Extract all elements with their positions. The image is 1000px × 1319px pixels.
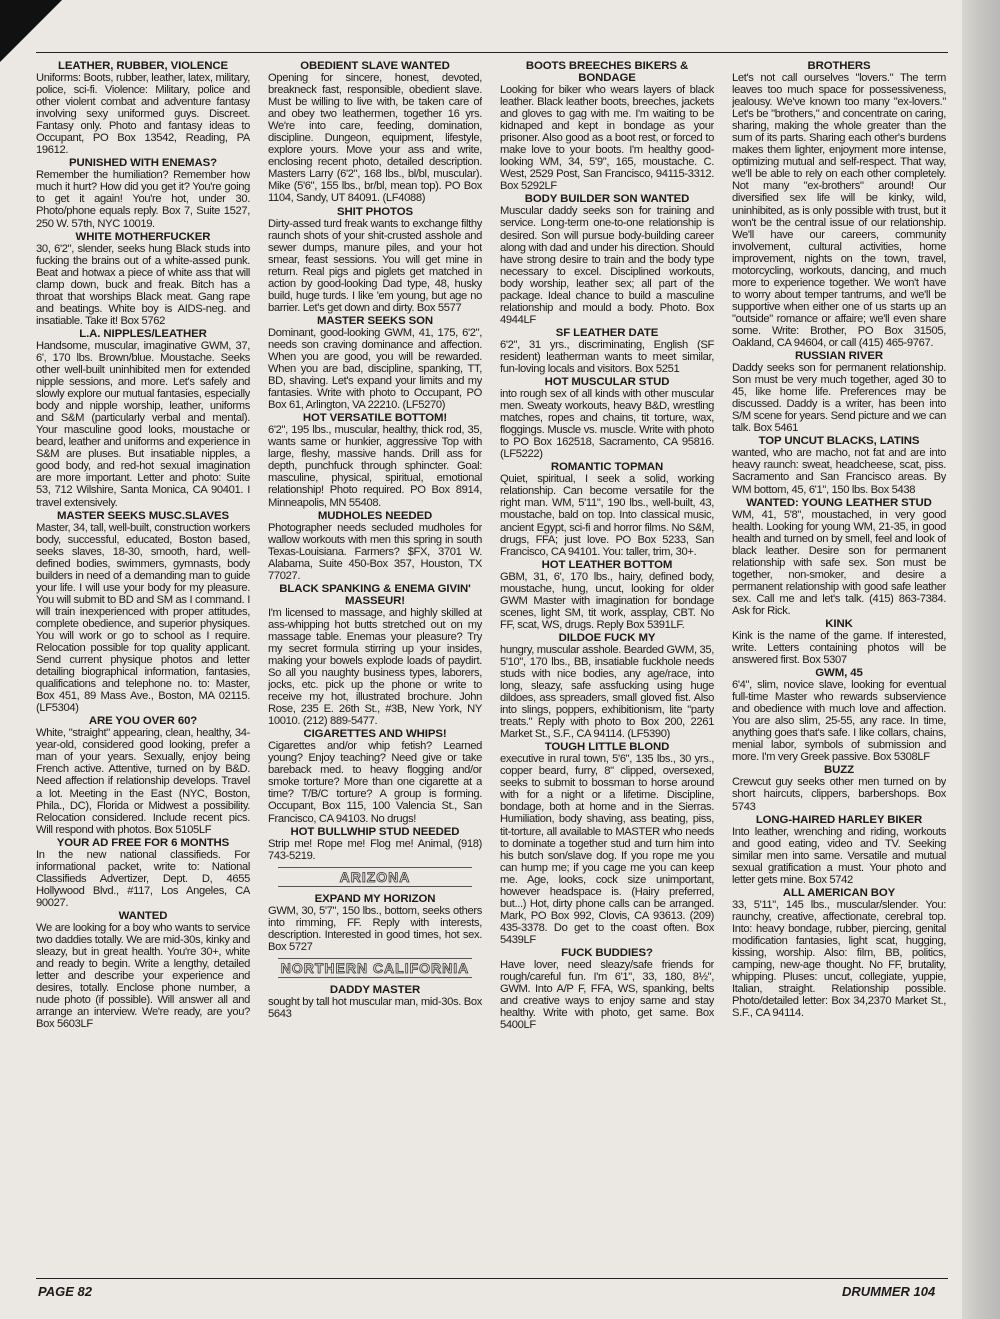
classified-ad (268, 583, 482, 727)
ad-title: WANTED: YOUNG LEATHER STUD (746, 496, 932, 509)
classified-ad (732, 887, 946, 1019)
classified-ad (36, 510, 250, 715)
classified-ad (732, 350, 946, 434)
ad-title: ROMANTIC TOPMAN (550, 461, 664, 474)
ad-title: YOUR AD FREE FOR 6 MONTHS (56, 836, 230, 849)
classified-ad (36, 910, 250, 1030)
ad-title: HOT LEATHER BOTTOM (541, 558, 673, 571)
ad-body: We are looking for a boy who wants to service two daddies totally. We are mid-30s, kinky and sleazy, but in great health. You're 30+, white and ready to begin. Write a lengthy, detailed letter and describe your experience and desires, totally. Enclose phone number, a nude photo (if possible). Will answer all and arrange an interview. We're ready, are you? Box 5603LF (36, 921, 250, 1031)
ad-body: Looking for biker who wears layers of black leather. Black leather boots, breeches, jackets and gloves to gag with me. I'm waiting to be kidnaped and kept in bondage as your prisoner. Also good as a boot rest, or forced to make love to your boots. I'm healthy good-looking WM, 34, 5'9", 165, moustache. C. West, 2529 Post, San Francisco, 94115-3312. Box 5292LF (500, 84, 714, 193)
ad-body: 33, 5'11", 145 lbs., muscular/slender. You: raunchy, creative, affectionate, cerebral top. Into: heavy bondage, rubber, piercing, genital modification fantasies, light scat, hugging, kissing, worship. Also: film, BB, politics, camping, new-age thought. No FF, brutality, whipping. Pluses: uncut, collegiate, yuppie, Italian, straight. Relationship possible. Photo/detailed letter: Box 34,2370 Market St., S.F., CA 94114. (732, 898, 946, 1020)
column-3 (500, 60, 714, 1276)
ad-title: BUZZ (824, 764, 854, 777)
ad-title: TOUGH LITTLE BLOND (544, 741, 670, 754)
ad-body: Daddy seeks son for permanent relationship. Son must be very much together, aged 30 to 45, like home life. Preferences may be discussed. Daddy is a writer, has been into S/M scene for years. Send picture and we can talk. Box 5461 (732, 362, 946, 435)
ad-body: Strip me! Rope me! Flog me! Animal, (918) 743-5219. (268, 837, 482, 862)
ad-title: BODY BUILDER SON WANTED (524, 193, 690, 206)
classified-ad (732, 764, 946, 812)
ad-body: Crewcut guy seeks other men turned on by short haircuts, clippers, barbershops. Box 5743 (732, 776, 946, 813)
ad-title: SHIT PHOTOS (337, 205, 413, 218)
classified-ad (500, 193, 714, 325)
ad-title: FUCK BUDDIES? (561, 947, 653, 959)
classified-ad (268, 728, 482, 824)
ad-title: WHITE MOTHERFUCKER (75, 230, 211, 243)
ad-body: Cigarettes and/or whip fetish? Learned young? Enjoy teaching? Need give or take bareback med. to heavy flogging and/or smoke torture? More than one cigarette at a time? T/B/C torture? A group is forming. Occupant, Box 115, 100 Valencia St., San Francisco, CA 94103. No drugs! (268, 740, 482, 825)
classified-ad (268, 826, 482, 862)
column-4 (732, 60, 946, 1276)
page-number: PAGE 82 (38, 1284, 92, 1299)
ad-body: I'm licensed to massage, and highly skilled at ass-whipping hot butts stretched out on my massage table. Enemas your pleasure? Try my secret formula stirring up your insides, making your bowels explode loads of paydirt. So all you naughty business types, laborers, jocks, etc. pick up the phone or write to receive my hot, illustrated brochure. John Rose, 235 E. 26th St., #3B, New York, NY 10010. (212) 889-5477. (268, 606, 482, 728)
ad-title: DADDY MASTER (329, 983, 421, 996)
classified-ad (500, 461, 714, 557)
classified-ad (36, 837, 250, 909)
ad-body: Uniforms: Boots, rubber, leather, latex, military, police, sci-fi. Violence: Military, police and other violent combat and adventure fantasy involving sexy uniformed guys. Discreet. Fantasy only. Photo and fantasy ideas to Occupant, PO Box 13542, Reading, PA 19612. (36, 72, 250, 157)
ad-body: 6'2", 31 yrs., discriminating, English (SF resident) leatherman wants to meet similar, fun-loving locals and visitors. Box 5251 (500, 338, 714, 375)
classified-ad (500, 376, 714, 460)
classified-ad (268, 412, 482, 508)
ad-body: In the new national classifieds. For informational packet, write to: National Classifieds Advertizer, Dept. D, 4655 Hollywood Blvd., #117, Los Angeles, CA 90027. (36, 848, 250, 909)
classified-ad (500, 60, 714, 192)
ad-title: MUDHOLES NEEDED (317, 509, 433, 522)
ad-title: DILDOE FUCK MY (558, 631, 656, 644)
classified-ad (732, 814, 946, 886)
ad-title: MASTER SEEKS MUSC.SLAVES (56, 509, 230, 522)
classified-ad (500, 947, 714, 1031)
column-2 (268, 60, 482, 1276)
ad-title: TOP UNCUT BLACKS, LATINS (758, 435, 920, 448)
classified-ad (36, 60, 250, 156)
ad-title: BOOTS BREECHES BIKERS & BONDAGE (525, 60, 689, 84)
ad-title: LEATHER, RUBBER, VIOLENCE (57, 60, 229, 72)
ad-body: Handsome, muscular, imaginative GWM, 37, 6', 170 lbs. Brown/blue. Moustache. Seeks other well-built uninhibited men for extended nipple sessions, and more. Let's safely and slowly explore our mutual fantasies, especially body and nipple worship, leather, uniforms and S&M (particularly verbal and mental). Your masculine good looks, moustache or beard, leather and uniforms and experience in S&M are pluses. But insatiable nipples, a good body, and red-hot sexual imagination are more important. Letter and photo: Suite 53, 712 Wilshire, Santa Monica, CA 90401. I travel extensively. (36, 339, 250, 509)
ad-body: Dominant, good-looking GWM, 41, 175, 6'2", needs son craving dominance and affection. When you are good, you will be rewarded. When you are bad, discipline, spanking, TT, BD, shaving. Let's expand your limits and my fantasies. Write with photo to Occupant, PO Box 61, Arlington, VA 22210. (LF5270) (268, 326, 482, 412)
ad-title: BROTHERS (807, 60, 871, 72)
ad-title: RUSSIAN RIVER (795, 350, 883, 363)
ad-title: KINK (825, 617, 853, 630)
ad-title: BLACK SPANKING & ENEMA GIVIN' MASSEUR! (279, 582, 471, 607)
classified-ad (732, 497, 946, 617)
ad-title: PUNISHED WITH ENEMAS? (69, 157, 217, 170)
ad-body: WM, 41, 5'8", moustached, in very good health. Looking for young WM, 21-35, in good health and turned on by smell, feel and look of black leather. Desire son for permanent relationship with safe sex. Son must be together, non-smoker, and desire a permanent relationship with good safe leather sex. Call me and let's talk. (415) 863-7384. Ask for Rick. (732, 508, 946, 617)
classified-ad (268, 60, 482, 205)
ad-title: LONG-HAIRED HARLEY BIKER (755, 813, 923, 826)
classifieds-columns (36, 60, 948, 1276)
classified-ad (500, 559, 714, 631)
ad-body: Kink is the name of the game. If interested, write. Letters containing photos will be answered first. Box 5307 (732, 629, 946, 667)
ad-body: White, "straight" appearing, clean, healthy, 34-year-old, considered good looking, prefer a man of your years. Sexually, enjoy being French active. Attentive, turned on by B&D. Need affection if relationship develops. Travel a lot. Meeting in the East (NYC, Boston, Phila., DC), Florida or Midwest a possibility. Relocation considered. Include recent pics. Will respond with photos. Box 5105LF (36, 727, 250, 836)
ad-title: CIGARETTES AND WHIPS! (303, 728, 447, 741)
issue-label: DRUMMER 104 (842, 1284, 936, 1299)
classified-ad (268, 893, 482, 953)
ad-body: GWM, 30, 5'7", 150 lbs., bottom, seeks others into rimming, FF. Reply with interests, description. Interested in good times, hot sex. Box 5727 (268, 904, 482, 953)
ad-body: into rough sex of all kinds with other muscular men. Sweaty workouts, heavy B&D, wrestling matches, ropes and chains, tit torture, wax, floggings. Muscle vs. muscle. Write with photo to PO Box 162518, Sacramento, CA 95816. (LF5222) (500, 388, 714, 461)
region-heading: NORTHERN CALIFORNIA (278, 958, 472, 978)
ad-body: 6'2", 195 lbs., muscular, healthy, thick rod, 35, wants same or hunkier, aggressive Top with large, fleshy, massive hands. Drill ass for depth, punchfuck through sphincter. Goal: masculine, physical, spiritual, emotional relationship! Photo required. PO Box 8914, Minneapolis, MN 55408. (268, 424, 482, 509)
ad-body: GBM, 31, 6', 170 lbs., hairy, defined body, moustache, hung, uncut, looking for older GWM Master with imagination for bondage scenes, light SM, tit work, assplay, CBT. No FF, scat, WS, drugs. Reply Box 5391LF. (500, 570, 714, 631)
ad-body: 6'4", slim, novice slave, looking for eventual full-time Master who rewards subservience and obedience with much love and affection. You are also slim, 25-55, any race. In time, anything goes that's safe. I like collars, chains, menial labor, symbols of submission and more. I'm very Greek passive. Box 5308LF (732, 679, 946, 764)
ad-body: Remember the humiliation? Remember how much it hurt? How did you get it? You're going to get it again! You're hot, under 30. Photo/phone equals reply. Box 7, Suite 1527, 250 W. 57th, NYC 10019. (36, 169, 250, 230)
ad-body: Into leather, wrenching and riding, workouts and good eating, video and TV. Seeking similar men into same. Versatile and mutual sexual gratification a must. Your photo and letter gets mine. Box 5742 (732, 825, 946, 886)
classified-ad (268, 510, 482, 582)
ad-body: executive in rural town, 5'6", 135 lbs., 30 yrs., copper beard, furry, 8" clipped, oversexed, seeks to submit to bossman to horse around with for a night or a lifetime. Discipline, bondage, both at home and in the Sierras. Humiliation, body shaving, ass beating, piss, tit-torture, all available to MASTER who needs to dominate a together stud and turn him into his butch son/slave dog. If you rope me you can hump me; if you cage me you can keep me. Age, looks, cock size unimportant, however headspace is. (Hairy preferred, but...) Hot, dirty phone calls can be arranged. Mark, PO Box 992, Clovis, CA 93613. (209) 435-3378. Do get to the coast often. Box 5439LF (500, 753, 714, 946)
ad-body: sought by tall hot muscular man, mid-30s. Box 5643 (268, 995, 482, 1020)
ad-body: Master, 34, tall, well-built, construction workers body, successful, educated, Boston based, seeks slaves, 18-30, smooth, hard, well-defined bodies, swimmers, gymnasts, body builders in need of a demanding man to guide your life. I will use your body for my pleasure. You will submit to BD and SM as I command. I will train inexperienced with proper attitudes, complete obedience, and superior physiques. You will work or go to school as I require. Relocation possible for top quality applicant. Send current physique photos and letter detailing biographical information, fantasies, qualifications and telephone no. to: Master, Box 451, 89 Mass Ave., Boston, MA 02115. (LF5304) (36, 521, 250, 715)
classified-ad (36, 715, 250, 835)
classified-ad (500, 632, 714, 740)
top-rule (36, 52, 948, 53)
ad-title: L.A. NIPPLES/LEATHER (79, 327, 207, 340)
ad-body: hungry, muscular asshole. Bearded GWM, 35, 5'10", 170 lbs., BB, insatiable fuckhole needs studs with nice bodies, any age/race, into long, sleazy, safe assfucking using huge dildoes, ass spreaders, small gloved fist. Also into slings, poppers, exhibitionism, lite "party treats." Reply with photo to Box 200, 2261 Market St., S.F., CA 94114. (LF5390) (500, 643, 714, 741)
ad-title: EXPAND MY HORIZON (314, 892, 436, 905)
bottom-rule (36, 1278, 948, 1279)
ad-title: MASTER SEEKS SON (316, 314, 434, 327)
ad-title: GWM, 45 (815, 667, 863, 680)
classified-ad (36, 157, 250, 229)
classified-ad (268, 984, 482, 1020)
classified-ad (732, 60, 946, 349)
ad-body: Photographer needs secluded mudholes for wallow workouts with men this spring in south Texas-Louisiana. Farmers? $FX, 3701 W. Alabama, Suite 450-Box 357, Houston, TX 77027. (268, 521, 482, 582)
ad-title: OBEDIENT SLAVE WANTED (300, 60, 450, 72)
ad-body: Muscular daddy seeks son for training and service. Long-term one-to-one relationship is desired. Son will pursue body-building career along with dad and under his direction. Should have strong desire to train and the body type necessary to excel. Disciplined workouts, body worship, leather sex; all part of the package. Ideal chance to build a masculine relationship and mould a body. Photo. Box 4944LF (500, 205, 714, 326)
ad-body: 30, 6'2", slender, seeks hung Black studs into fucking the brains out of a white-assed punk. Beat and hotwax a piece of white ass that will clamp down, buck and freak. Bitch has a throat that worships Black meat. Gang rape and beatings. White boy is AIDS-neg. and insatiable. Take it! Box 5762 (36, 242, 250, 327)
column-1 (36, 60, 250, 1276)
ad-body: wanted, who are macho, not fat and are into heavy raunch: sweat, headcheese, scat, piss. Sacramento and San Francisco areas. By WM bottom, 45, 6'1", 150 lbs. Box 5438 (732, 447, 946, 496)
ad-body: Have lover, need sleazy/safe friends for rough/careful fun. I'm 6'1", 33, 180, 8½", GWM. Into A/P F, FFA, WS, spanking, belts and creative ways to enjoy same and stay healthy. Write with photo, get same. Box 5400LF (500, 959, 714, 1032)
ad-body: Quiet, spiritual, I seek a solid, working relationship. Can become versatile for the right man. WM, 5'11", 190 lbs., well-built, 43, moustache, bald on top. Into classical music, ancient Egypt, sci-fi and horror films. No S&M, drugs, FFA; just love. PO Box 5233, San Francisco, CA 94101. You: taller, trim, 30+. (500, 473, 714, 558)
ad-title: ARE YOU OVER 60? (88, 715, 198, 728)
classified-ad (36, 231, 250, 327)
ad-body: Let's not call ourselves "lovers." The term leaves too much space for possessiveness, jealousy. We've known too many "ex-lovers." Let's be "brothers," and concentrate on caring, sharing, making the whole greater than the sum of its parts. Sharing each other's burdens makes them lighter, enjoyment more intense, optimizing mutual and self-respect. That way, we'll be able to rely on each other completely. Not many "ex-brothers" around! Our diversified sex life will be kinky, wild, uninhibited, as is only possible with trust, but it won't be the central issue of our relationship. We'll have our careers, community involvement, cultural activities, home improvement, nights on the town, travel, motorcycling, workouts, dancing, and much more to experience together. We won't have to worry about temper tantrums, and we'll be supportive when either one of us starts up an "outside" romance or affaire; we'll even share some. Write: Brother, PO Box 31505, Oakland, CA 94604, or call (415) 465-9767. (732, 72, 946, 350)
region-heading: ARIZONA (278, 867, 472, 887)
classified-ad (500, 327, 714, 375)
classified-ad (268, 315, 482, 411)
classified-ad (268, 206, 482, 314)
ad-title: HOT VERSATILE BOTTOM! (302, 412, 448, 425)
ad-body: Opening for sincere, honest, devoted, breakneck fast, responsible, obedient slave. Must be willing to live with, be taken care of and obey two leathermen, together 16 yrs. We're into care, feeding, domination, discipline. Dungeon, equipment, lifestyle, explore yours. Move your ass and write, enclosing recent photo, detailed description. Masters Larry (6'2", 168 lbs., bl/bl, muscular). Mike (5'6", 155 lbs., br/bl, mean top). PO Box 1104, Sandy, UT 84091. (LF4088) (268, 72, 482, 205)
ad-title: SF LEATHER DATE (555, 326, 659, 339)
classified-ad (500, 741, 714, 946)
ad-title: WANTED (118, 909, 168, 922)
ad-title: HOT MUSCULAR STUD (544, 376, 670, 389)
classified-ad (732, 667, 946, 763)
ad-body: Dirty-assed turd freak wants to exchange filthy raunch shots of your shit-crusted asshole and sewer dumps, manure piles, and your hot smear, feast sessions. You will get mine in return. Real pigs and piglets get matched in action by good-looking Dad type, 48, husky build, huge turds. I like 'em young, but age no barrier. Let's get down and dirty. Box 5577 (268, 217, 482, 314)
classified-ad (732, 618, 946, 666)
classified-ad (732, 435, 946, 495)
scan-edge (962, 0, 1000, 1319)
classified-ad (36, 328, 250, 509)
ad-title: HOT BULLWHIP STUD NEEDED (290, 825, 460, 838)
ad-title: ALL AMERICAN BOY (782, 886, 896, 899)
